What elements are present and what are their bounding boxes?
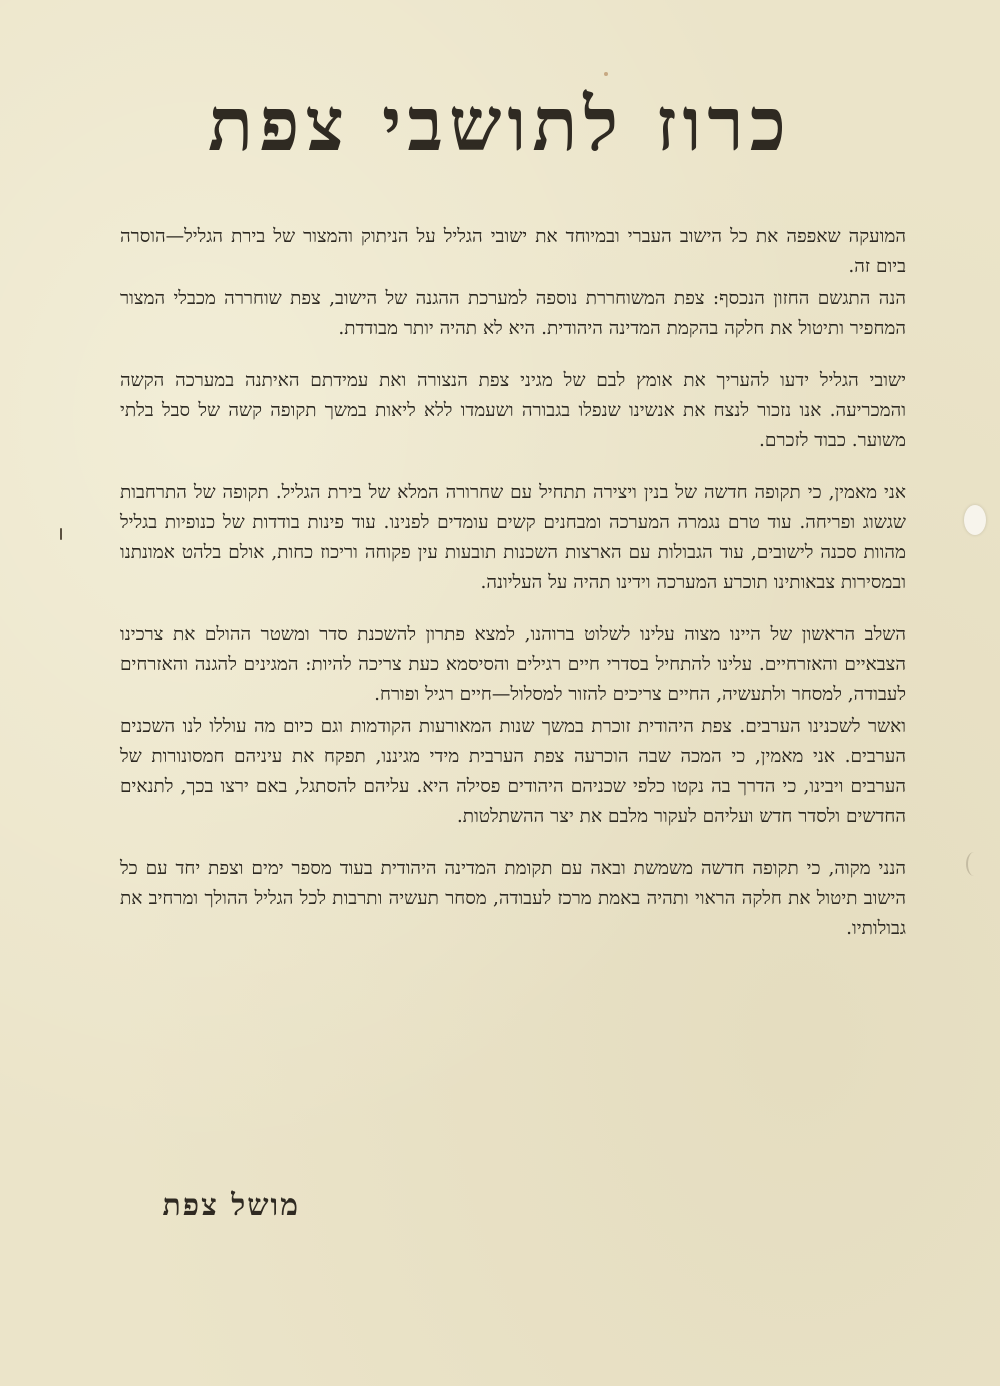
paragraph-1: המועקה שאפפה את כל הישוב העברי ובמיוחד את ישובי הגליל על הניתוק והמצור של בירת הגליל—הוסרה ביום זה. [120, 226, 906, 277]
poster-body [120, 222, 906, 966]
paper-hole-mark [964, 505, 986, 535]
paragraph-2: הנה התגשם החזון הנכסף: צפת המשוחררת נוספה למערכת ההגנה של הישוב, צפת שוחררה מכבלי המצור המחפיר ותיטול את חלקה בהקמת המדינה היהודית. היא לא תהיה יותר מבודדת. [120, 288, 906, 339]
paragraph-4: אני מאמין, כי תקופה חדשה של בנין ויצירה תתחיל עם שחרורה המלא של בירת הגליל. תקופה של התרחבות שגשוג ופריחה. עוד טרם נגמרה המערכה ומבחנים קשים עומדים לפנינו. עוד פינות בודדות של כנופיות בגליל מהוות סכנה לישובים, עוד הגבולות עם הארצות השכנות תובעות עין פקוחה וריכוז כחות, אולם בלהט אמונתנו ובמסירות צבאותינו תוכרע המערכה וידינו תהיה על העליונה. [120, 482, 906, 593]
paper-speck [604, 72, 608, 76]
poster-title: כרוז לתושבי צפת [208, 82, 792, 168]
paper-crease-mark [966, 852, 982, 876]
signature-governor: מושל צפת [162, 1188, 300, 1223]
paragraph-5: השלב הראשון של היינו מצוה עלינו לשלוט ברוהנו, למצא פתרון להשכנת סדר ומשטר ההולם את צרכינו הצבאיים והאזרחיים. עלינו להתחיל בסדרי חיים רגילים והסיסמא כעת צריכה להיות: המגינים להגנה והאזרחים לעבודה, למסחר ולתעשיה, החיים צריכים להזור למסלול—חיים רגיל ופורח. [120, 624, 906, 705]
paragraph-3: ישובי הגליל ידעו להעריך את אומץ לבם של מגיני צפת הנצורה ואת עמידתם האיתנה במערכה הקשה והמכריעה. אנו נזכור לנצח את אנשינו שנפלו בגבורה ושעמדו ללא ליאות במשך תקופה קשה של סבל בלתי משוער. כבוד לזכרם. [120, 370, 906, 451]
paragraph-7: הנני מקוה, כי תקופה חדשה משמשת ובאה עם תקומת המדינה היהודית בעוד מספר ימים וצפת יחד עם כל הישוב תיטול את חלקה הראוי ותהיה באמת מרכז לעבודה, מסחר תעשיה ותרבות לכל הגליל ההולך ומרחיב את גבולותיו. [120, 858, 906, 939]
paragraph-6: ואשר לשכנינו הערבים. צפת היהודית זוכרת במשך שנות המאורעות הקודמות וגם כיום מה עוללו לנו השכנים הערבים. אני מאמין, כי המכה שבה הוכרעה צפת הערבית מידי מגיננו, תפקח את עיניהם חמסונורות של הערבים ויבינו, כי הדרך בה נקטו כלפי שכניהם היהודים פסילה היא. עליהם להסתגל, באם ירצו בכך, לתנאים החדשים ולסדר חדש ועליהם לעקור מלבם את יצר ההשתלטות. [120, 716, 906, 827]
paper-speck [60, 528, 62, 540]
